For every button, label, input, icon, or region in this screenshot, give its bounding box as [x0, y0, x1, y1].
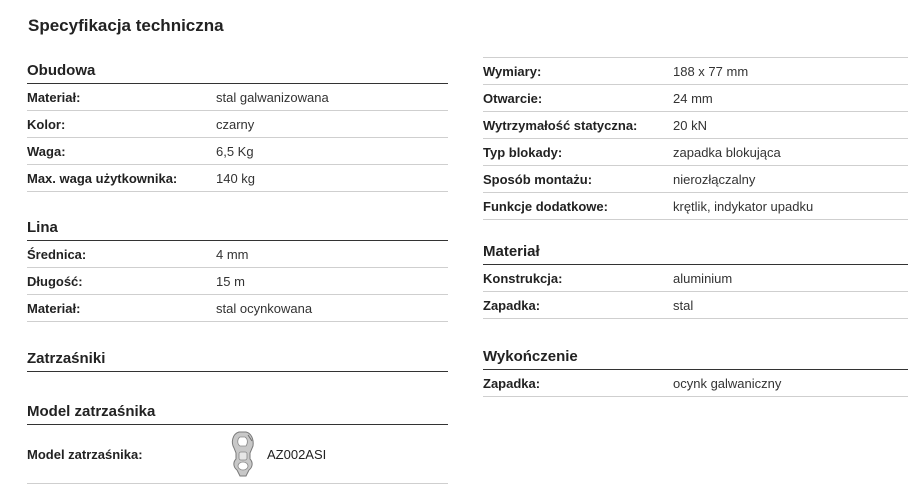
spec-label: Materiał:	[27, 300, 81, 316]
spec-value: 24 mm	[673, 90, 713, 106]
spec-label: Długość:	[27, 273, 83, 289]
spec-row	[27, 295, 448, 322]
spec-label: Typ blokady:	[483, 144, 563, 160]
spec-value: nierozłączalny	[673, 171, 756, 187]
section-spec	[483, 57, 908, 220]
section-model	[27, 400, 448, 484]
spec-value: aluminium	[673, 270, 733, 286]
spec-row	[483, 112, 908, 139]
spec-value: czarny	[216, 116, 255, 132]
section-title-obudowa: Obudowa	[27, 59, 448, 84]
spec-row	[483, 85, 908, 112]
section-title-model: Model zatrzaśnika	[27, 400, 448, 425]
section-title-zatrzasniki: Zatrzaśniki	[27, 347, 448, 372]
section-material	[483, 240, 908, 319]
spec-label: Zapadka:	[483, 375, 541, 391]
spec-label: Średnica:	[27, 246, 87, 262]
spec-label: Max. waga użytkownika:	[27, 170, 178, 186]
spec-label: Waga:	[27, 143, 66, 159]
spec-value: 6,5 Kg	[216, 143, 254, 159]
model-row	[27, 425, 448, 484]
section-title-material: Materiał	[483, 240, 908, 265]
spec-label: Zapadka:	[483, 297, 541, 313]
section-obudowa	[27, 59, 448, 192]
spec-row	[27, 241, 448, 268]
spec-value: AZ002ASI	[267, 446, 327, 462]
spec-row	[483, 139, 908, 166]
section-title-lina: Lina	[27, 216, 448, 241]
spec-value: 20 kN	[673, 117, 707, 133]
spec-row	[483, 370, 908, 397]
spec-label: Model zatrzaśnika:	[27, 446, 143, 462]
section-title-wykonczenie: Wykończenie	[483, 345, 908, 370]
spec-row	[27, 165, 448, 192]
spec-label: Funkcje dodatkowe:	[483, 198, 608, 214]
spec-value: 188 x 77 mm	[673, 63, 749, 79]
spec-row	[483, 166, 908, 193]
spec-label: Materiał:	[27, 89, 81, 105]
snap-hook-icon	[230, 429, 256, 479]
spec-label: Wytrzymałość statyczna:	[483, 117, 638, 133]
section-lina	[27, 216, 448, 322]
spec-row	[483, 193, 908, 220]
spec-row	[27, 111, 448, 138]
spec-value: 140 kg	[216, 170, 256, 186]
section-zatrzasniki	[27, 347, 448, 372]
spec-value: ocynk galwaniczny	[673, 375, 782, 391]
spec-row	[27, 84, 448, 111]
spec-row	[483, 265, 908, 292]
spec-value: 4 mm	[216, 246, 249, 262]
spec-label: Konstrukcja:	[483, 270, 563, 286]
spec-value: zapadka blokująca	[673, 144, 781, 160]
spec-value: stal ocynkowana	[216, 300, 313, 316]
spec-row	[483, 292, 908, 319]
page-title: Specyfikacja techniczna	[28, 16, 224, 35]
spec-value: stal	[673, 297, 694, 313]
spec-label: Otwarcie:	[483, 90, 543, 106]
spec-row	[483, 58, 908, 85]
spec-row	[27, 138, 448, 165]
spec-value: krętlik, indykator upadku	[673, 198, 814, 214]
spec-row	[27, 268, 448, 295]
spec-label: Kolor:	[27, 116, 66, 132]
spec-label: Wymiary:	[483, 63, 542, 79]
spec-value: stal galwanizowana	[216, 89, 329, 105]
spec-label: Sposób montażu:	[483, 171, 593, 187]
spec-value: 15 m	[216, 273, 245, 289]
section-wykonczenie	[483, 345, 908, 397]
